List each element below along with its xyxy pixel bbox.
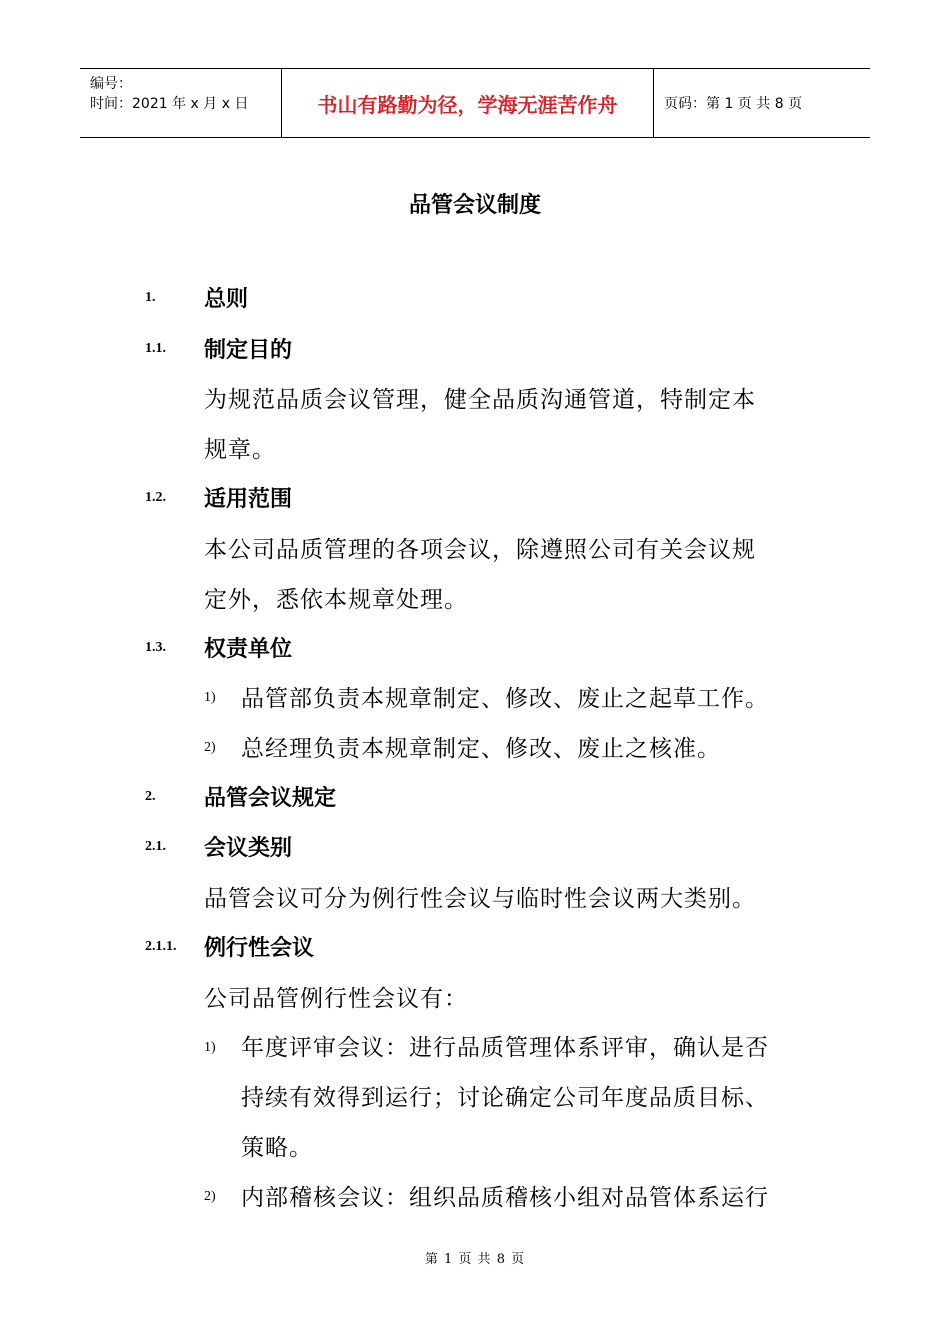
- section-heading: 适用范围: [204, 487, 293, 512]
- section-number: 2.: [145, 789, 156, 804]
- section-heading: 权责单位: [204, 637, 293, 662]
- header-meta-cell: [80, 69, 282, 137]
- section-number: 1.1.: [145, 341, 166, 356]
- list-item-text: 持续有效得到运行；讨论确定公司年度品质目标、: [241, 1085, 769, 1111]
- section-number: 1.: [145, 290, 156, 305]
- list-item-number: 2): [204, 1189, 216, 1204]
- list-item-text: 年度评审会议：进行品质管理体系评审，确认是否: [241, 1035, 769, 1061]
- time-label: 时间：2021 年 x 月 x 日: [90, 96, 249, 112]
- paragraph-line: 规章。: [204, 437, 276, 463]
- paragraph-line: 品管会议可分为例行性会议与临时性会议两大类别。: [204, 886, 756, 912]
- paragraph-line: 为规范品质会议管理，健全品质沟通管道，特制定本: [204, 387, 756, 413]
- paragraph-line: 本公司品质管理的各项会议，除遵照公司有关会议规: [204, 537, 756, 563]
- section-heading: 品管会议规定: [204, 786, 337, 811]
- page-header: [80, 68, 870, 138]
- code-label: 编号：: [90, 76, 132, 92]
- header-page-cell: [654, 69, 870, 137]
- list-item-number: 1): [204, 1040, 216, 1055]
- section-number: 2.1.: [145, 839, 166, 854]
- section-number: 2.1.1.: [145, 939, 177, 954]
- list-item-text: 内部稽核会议：组织品质稽核小组对品管体系运行: [241, 1185, 769, 1211]
- motto-text: 书山有路勤为径，学海无涯苦作舟: [317, 92, 618, 117]
- list-item-text: 总经理负责本规章制定、修改、废止之核准。: [241, 736, 721, 762]
- section-heading: 制定目的: [204, 338, 293, 363]
- header-motto-cell: [282, 69, 654, 137]
- section-number: 1.3.: [145, 640, 166, 655]
- list-item-text: 品管部负责本规章制定、修改、废止之起草工作。: [241, 686, 769, 712]
- section-heading: 会议类别: [204, 836, 293, 861]
- section-number: 1.2.: [145, 490, 166, 505]
- section-heading: 总则: [204, 287, 249, 312]
- section-heading: 例行性会议: [204, 936, 315, 961]
- page-footer: 第 1 页 共 8 页: [424, 1252, 526, 1267]
- list-item-number: 1): [204, 690, 216, 705]
- paragraph-line: 定外，悉依本规章处理。: [204, 587, 468, 613]
- paragraph-line: 公司品管例行性会议有：: [204, 986, 468, 1012]
- list-item-text: 策略。: [241, 1135, 313, 1161]
- list-item-number: 2): [204, 740, 216, 755]
- page-info: 页码：第 1 页 共 8 页: [664, 96, 803, 112]
- document-title: 品管会议制度: [408, 193, 541, 218]
